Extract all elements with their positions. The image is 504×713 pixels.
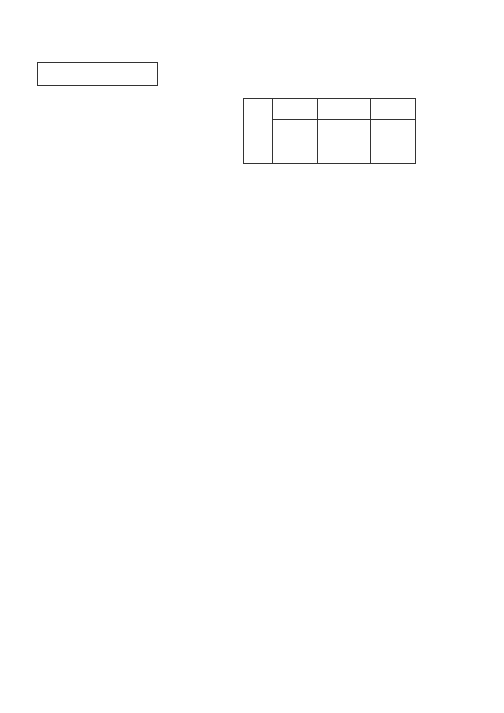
approval-sign-chief[interactable] — [371, 120, 416, 164]
approval-col-chief — [371, 99, 416, 120]
approval-sign-staff[interactable] — [273, 120, 318, 164]
approval-side-label — [244, 99, 273, 164]
approval-table — [243, 98, 416, 164]
approval-col-staff — [273, 99, 318, 120]
approval-sign-officer[interactable] — [318, 120, 371, 164]
approval-col-officer — [318, 99, 371, 120]
form-title-box — [37, 62, 158, 86]
